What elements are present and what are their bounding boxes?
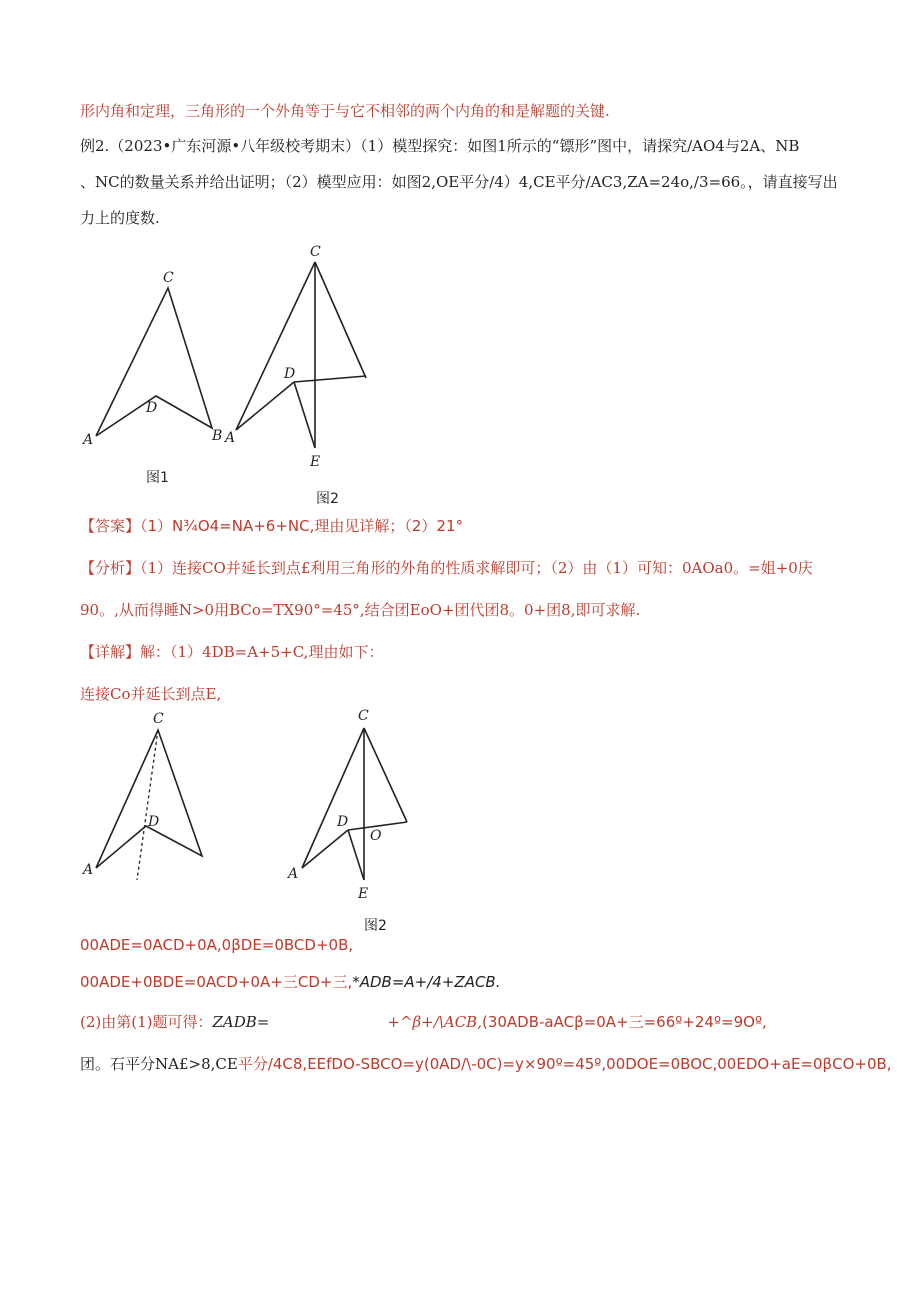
equation-3-part-a: (2)由第(1)题可得：: [80, 1013, 213, 1031]
intro-line: 形内角和定理，三角形的一个外角等于与它不相邻的两个内角的和是解题的关键.: [80, 102, 610, 120]
detail-tag: 【详解】: [80, 643, 141, 661]
fig1b-label-A: A: [83, 862, 94, 878]
fig1-label-D: D: [146, 400, 158, 416]
example-line-3: 力上的度数.: [80, 209, 160, 227]
fig2b-label-A: A: [288, 866, 299, 882]
equation-2-part-b: *ADB=A+/4+ZACB.: [352, 973, 501, 991]
fig2-label-A: A: [225, 430, 236, 446]
analysis-tag: 【分析】: [80, 559, 141, 577]
fig2-label-E: E: [310, 454, 321, 470]
fig1-label-A: A: [83, 432, 94, 448]
fig2-caption: 图2: [316, 491, 339, 507]
equation-3-part-c: +^β+/\ACB,: [387, 1013, 482, 1031]
detail-body: 解：（1）4DB=A+5+C,理由如下：: [140, 643, 384, 661]
example-line-1: 例2.（2023•广东河源•八年级校考期末）（1）模型探究：如图1所示的“镖形”图中，请探究/AO4与2A、NB: [80, 137, 800, 155]
equation-2-part-a: 00ADE+0BDE=0ACD+0A+三CD+三,: [80, 973, 353, 991]
equation-4-part-b: 平分/4C8,EEfDO-SBCO=y(0AD/\-0C)=y×90º=45º,00DOE=0BOC,00EDO+aE=0βCO+0B,: [237, 1055, 892, 1073]
fig2b-label-O: O: [370, 828, 382, 844]
fig2-label-D: D: [284, 366, 296, 382]
equation-3-part-d: (30ADB-aACβ=0A+三=66º+24º=9Oº,: [481, 1013, 767, 1031]
answer-body: （1）N¾O4=NA+6+NC,理由见详解；（2）21°: [140, 517, 463, 535]
equation-3-part-b: ZADB=: [212, 1013, 270, 1031]
fig2b-label-C: C: [358, 708, 369, 724]
fig2b-label-E: E: [358, 886, 369, 902]
fig2b-caption: 图2: [364, 918, 387, 934]
equation-1: 00ADE=0ACD+0A,0βDE=0BCD+0B,: [80, 936, 354, 954]
analysis-line-2: 90。,从而得睡N>0用BCo=TX90°=45°,结合团EoO+团代团8。0+团8,即可求解.: [80, 601, 641, 619]
fig1b-label-D: D: [148, 814, 160, 830]
answer-tag: 【答案】: [80, 517, 141, 535]
fig1-label-B: B: [212, 428, 223, 444]
fig2-label-C: C: [310, 244, 321, 260]
example-line-2: 、NC的数量关系并给出证明；（2）模型应用：如图2,OE平分/4）4,CE平分/AC3,ZA=24o,/3=66。，请直接写出: [80, 173, 838, 191]
fig1-label-C: C: [163, 270, 174, 286]
equation-4-part-a: 团。石平分NA£>8,CE: [80, 1055, 238, 1073]
figure-2-bottom-shape: [302, 728, 407, 880]
fig1b-label-C: C: [153, 711, 164, 727]
connect-line: 连接Co并延长到点E,: [80, 685, 222, 703]
fig2b-label-D: D: [337, 814, 349, 830]
analysis-body: （1）连接CO并延长到点£利用三角形的外角的性质求解即可；（2）由（1）可知：0AOa0。=姐+0庆: [140, 559, 813, 577]
fig1-caption: 图1: [146, 470, 169, 486]
